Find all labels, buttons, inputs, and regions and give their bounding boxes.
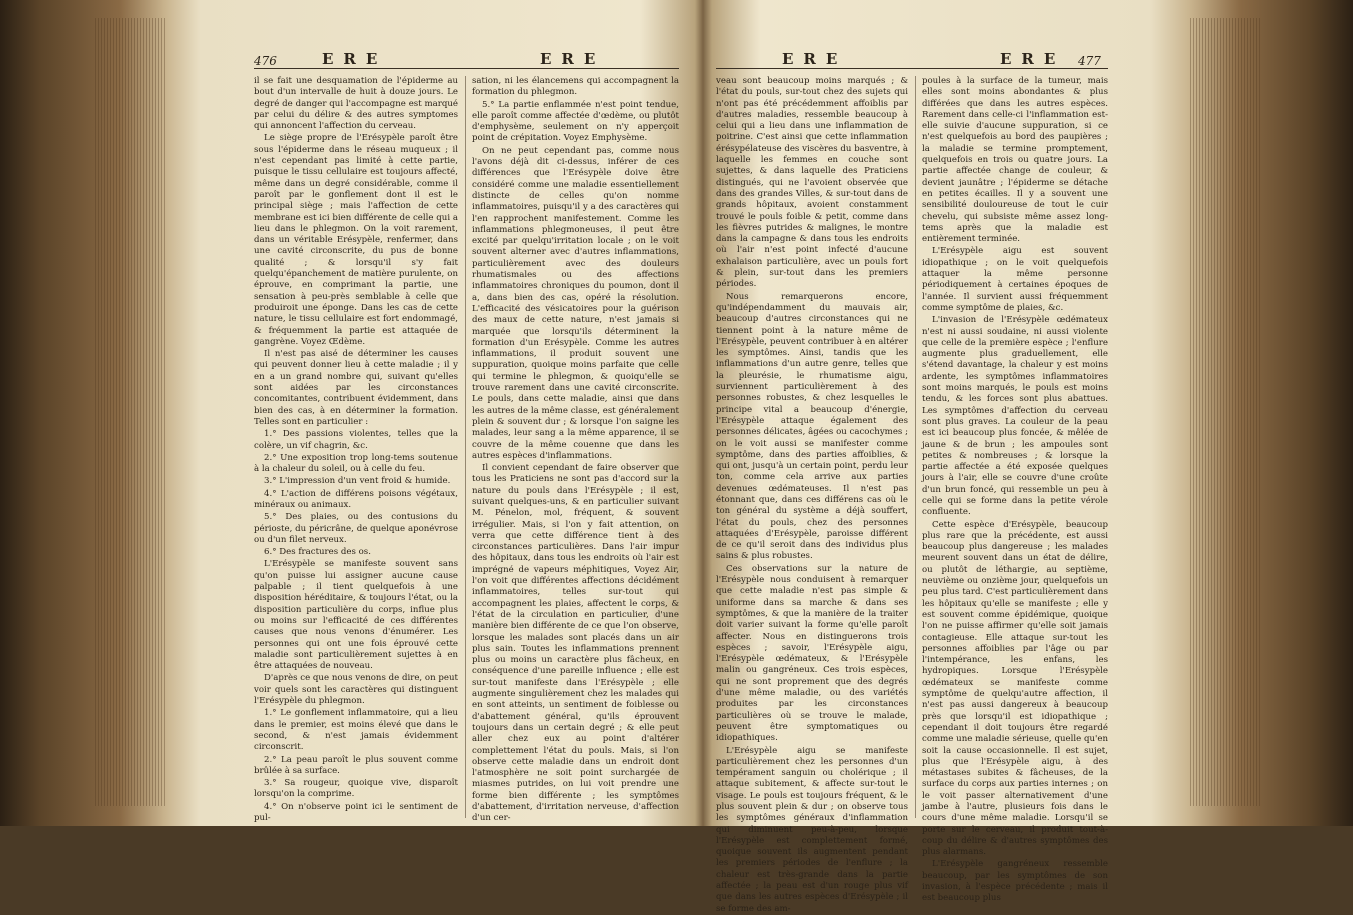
left-page-number: 476 [254, 54, 277, 68]
paragraph: L'Erésypèle se manifeste souvent sans qu'on puisse lui assigner aucune cause palpable ; il tient quelquefois à une disposition héréditaire, & toujours l'état, ou la disposition particulière du corps, influe plus ou moins sur l'efficacité de ces différentes causes que nous venons d'énumérer. Les personnes qui ont une fois éprouvé cette maladie sont particulièrement sujettes à en être attaquées de nouveau. [254, 559, 458, 672]
paragraph: Il convient cependant de faire observer que tous les Praticiens ne sont pas d'accord sur la nature du pouls dans l'Erésypèle ; il est, suivant quelques-uns, & en particulier suivant M. Pénelon, mol, fréquent, & souvent irrégulier. Mais, si l'on y fait attention, on verra que cette différence tient à des circonstances particulières. Dans l'air impur des hôpitaux, dans tous les endroits où l'air est imprégné de vapeurs méphitiques, Voyez Air, l'on voit que différentes affections décidément inflammatoires, telles sur-tout qui accompagnent les plaies, affectent le corps, & l'état de la circulation en particulier, d'une manière bien différente de ce que l'on observe, lorsque les malades sont placés dans un air plus sain. Toutes les inflammations prennent plus ou moins un caractère plus fâcheux, en conséquence d'une pareille influence ; elle est sur-tout manifeste dans l'Erésypèle ; elle augmente singulièrement chez les malades qui en sont atteints, un sentiment de foiblesse ou d'abattement général, qu'ils éprouvent toujours dans un certain degré ; & elle peut aller chez eux au point d'altérer complettement l'état du pouls. Mais, si l'on observe cette maladie dans un endroit dont l'atmosphère ne soit point surchargée de miasmes putrides, on lui voit prendre une forme bien différente ; les symptômes d'abattement, d'irritation nerveuse, d'affection d'un cer- [472, 463, 679, 824]
paragraph: On ne peut cependant pas, comme nous l'avons déjà dit ci-dessus, inférer de ces différences que l'Erésypèle doive être considéré comme une maladie essentiellement distincte de celles qu'on nomme inflammatoires, puisqu'il y a des caractères qui l'en rapprochent manifestement. Comme les inflammations phlegmoneuses, il peut être excité par quelqu'irritation locale ; on le voit souvent alterner avec d'autres inflammations, particulièrement avec des douleurs rhumatismales ou des affections inflammatoires chroniques du poumon, dont il a, dans bien des cas, opéré la résolution. L'efficacité des vésicatoires pour la guérison des maux de cette nature, n'est jamais si marquée que lorsqu'ils déterminent la formation d'un Erésypèle. Comme les autres inflammations, il produit souvent une suppuration, quoique moins parfaite que celle qui termine le phlegmon, & quoiqu'elle se trouve rarement dans une cavité circonscrite. Le pouls, dans cette maladie, ainsi que dans les autres de la même classe, est généralement plein & souvent dur ; & lorsque l'on saigne les malades, leur sang a la même apparence, il se couvre de la même couenne que dans les autres espèces d'inflammations. [472, 145, 679, 461]
paragraph: 4.° L'action de différens poisons végétaux, minéraux ou animaux. [254, 488, 458, 510]
right-running-head-2: ERE [1000, 50, 1066, 68]
paragraph: 1.° Le gonflement inflammatoire, qui a lieu dans le premier, est moins élevé que dans le second, & n'est jamais évidemment circonscrit. [254, 708, 458, 753]
left-column-divider [465, 76, 466, 818]
paragraph: poules à la surface de la tumeur, mais elles sont moins abondantes & plus différées que dans les autres espèces. Rarement dans celle-ci l'inflammation est-elle suivie d'aucune suppuration, si ce n'est quelquefois au bord des paupières ; la maladie se termine promptement, quelquefois en trois ou quatre jours. La partie affectée change de couleur, & devient jaunâtre ; l'épiderme se détache en petites écailles. Il y a souvent une sensibilité douloureuse de tout le cuir chevelu, qui subsiste même assez long-tems après que la maladie est entièrement terminée. [922, 76, 1108, 245]
paragraph: 5.° Des plaies, ou des contusions du périoste, du péricrâne, de quelque aponévrose ou d'un filet nerveux. [254, 512, 458, 545]
paragraph: L'invasion de l'Erésypèle œdémateux n'est ni aussi soudaine, ni aussi violente que celle de la première espèce ; l'enflure augmente plus graduellement, elle s'étend davantage, la chaleur y est moins ardente, les symptômes inflammatoires sont moins marqués, le pouls est moins tendu, & les forces sont plus abattues. Les symptômes d'affection du cerveau sont plus graves. La couleur de la peau est ici beaucoup plus foncée, & mêlée de jaune & de brun ; les ampoules sont petites & nombreuses ; & lorsque la partie affectée a été exposée quelques jours à l'air, elle se couvre d'une croûte d'un brun foncé, qui ressemble un peu à celle qui se forme dans la petite vérole confluente. [922, 315, 1108, 518]
paragraph: 3.° Sa rougeur, quoique vive, disparoît lorsqu'on la comprime. [254, 778, 458, 800]
right-column-divider [915, 76, 916, 818]
right-running-head-1: ERE [782, 50, 848, 68]
paragraph: veau sont beaucoup moins marqués ; & l'état du pouls, sur-tout chez des sujets qui n'ont pas été précédemment affoiblis par d'autres maladies, ressemble beaucoup à celui qui a lieu dans une inflammation de poitrine. C'est ainsi que cette inflammation érésypélateuse des viscères du basventre, à laquelle les femmes en couche sont sujettes, & dans laquelle des Praticiens distingués, qui ne l'avoient observée que dans des grandes Villes, & sur-tout dans de grands hôpitaux, avoient constamment trouvé le pouls foible & petit, comme dans les fièvres putrides & malignes, le montre dans la campagne & dans tous les endroits où l'air n'est point infecté d'aucune exhalaison particulière, avec un pouls fort & plein, sur-tout dans les premiers périodes. [716, 76, 908, 290]
paragraph: 4.° On n'observe point ici le sentiment de pul- [254, 801, 458, 823]
paragraph: il se fait une desquamation de l'épiderme au bout d'un intervalle de huit à douze jours. Le degré de danger qui l'accompagne est marqué par celui du délire & des autres symptomes qui annoncent l'affection du cerveau. [254, 76, 458, 132]
paragraph: 2.° La peau paroît le plus souvent comme brûlée à sa surface. [254, 754, 458, 776]
paragraph: D'après ce que nous venons de dire, on peut voir quels sont les caractères qui distinguent l'Erésypèle du phlegmon. [254, 673, 458, 707]
right-head-rule [716, 68, 1108, 69]
right-page-number: 477 [1078, 54, 1101, 68]
paragraph: L'Erésypèle gangréneux ressemble beaucoup, par les symptômes de son invasion, à l'espèce précédente ; mais il est beaucoup plus [922, 859, 1108, 904]
left-column-2 [472, 76, 679, 824]
right-column-1 [716, 76, 908, 914]
right-column-2 [922, 76, 1108, 904]
paragraph: Ces observations sur la nature de l'Erésypèle nous conduisent à remarquer que cette maladie n'est pas simple & uniforme dans sa marche & dans ses symptômes, & que la manière de la traiter doit varier suivant la forme qu'elle paroît affecter. Nous en distinguerons trois espèces ; savoir, l'Erésypèle aigu, l'Erésypèle œdémateux, & l'Erésypèle malin ou gangréneux. Ces trois espèces, qui ne sont proprement que des degrés d'une même maladie, ou des variétés produites par les circonstances particulières où se trouve le malade, peuvent être symptomatiques ou idiopathiques. [716, 563, 908, 744]
paragraph: Cette espèce d'Erésypèle, beaucoup plus rare que la précédente, est aussi beaucoup plus dangereuse ; les malades meurent souvent dans un état de délire, ou plutôt de léthargie, au septième, neuvième ou onzième jour, quelquefois un peu plus tard. C'est particulièrement dans les hôpitaux qu'elle se manifeste ; elle y est souvent comme épidémique, quoique l'on ne puisse affirmer qu'elle soit jamais contagieuse. Elle attaque sur-tout les personnes affoiblies par l'âge ou par l'intempérance, les enfans, les hydropiques. Lorsque l'Erésypèle œdémateux se manifeste comme symptôme de quelqu'autre affection, il n'est pas aussi dangereux à beaucoup près que lorsqu'il est idiopathique ; cependant il doit toujours être regardé comme une maladie sérieuse, quelle qu'en soit la cause occasionnelle. Il est sujet, plus que l'Erésypèle aigu, à des métastases subites & fâcheuses, de la surface du corps aux parties internes ; on le voit passer alternativement d'une jambe à l'autre, plusieurs fois dans le cours d'une même maladie. Lorsqu'il se porte sur le cerveau, il produit tout-à-coup du délire & d'autres symptômes des plus alarmans. [922, 519, 1108, 858]
paragraph: 5.° La partie enflammée n'est point tendue, elle paroît comme affectée d'œdème, ou plutôt d'emphysème, seulement on n'y apperçoit point de crépitation. Voyez Emphysème. [472, 99, 679, 144]
left-head-rule [254, 68, 679, 69]
paragraph: Le siège propre de l'Erésypèle paroît être sous l'épiderme dans le réseau muqueux ; il n'est cependant pas limité à cette partie, puisque le tissu cellulaire est toujours affecté, même dans un degré considérable, comme il paroît par le gonflement dont il est le principal siège ; mais l'affection de cette membrane est ici bien différente de celle qui a lieu dans le phlegmon. On la voit rarement, dans un véritable Erésypèle, renfermer, dans une cavité circonscrite, du pus de bonne qualité ; & lorsqu'il s'y fait quelqu'épanchement de matière purulente, on éprouve, en comprimant la partie, une sensation à peu-près semblable à celle que produiroit une éponge. Dans les cas de cette nature, le tissu cellulaire est fort endommagé, & fréquemment la partie est attaquée de gangrène. Voyez Œdème. [254, 133, 458, 347]
paragraph: 2.° Une exposition trop long-tems soutenue à la chaleur du soleil, ou à celle du feu. [254, 452, 458, 475]
paragraph: sation, ni les élancemens qui accompagnent la formation du phlegmon. [472, 76, 679, 98]
left-running-head-2: ERE [540, 50, 606, 68]
left-running-head-1: ERE [322, 50, 388, 68]
paragraph: Il n'est pas aisé de déterminer les causes qui peuvent donner lieu à cette maladie ; il y en a un grand nombre qui, suivant qu'elles sont aidées par les circonstances concomitantes, contribuent évidemment, dans bien des cas, à en déterminer la formation. Telles sont en particulier : [254, 349, 458, 427]
right-page-edges [1190, 18, 1260, 806]
paragraph: 1.° Des passions violentes, telles que la colère, un vif chagrin, &c. [254, 429, 458, 451]
left-column-1 [254, 76, 458, 823]
paragraph: 3.° L'impression d'un vent froid & humide. [264, 476, 451, 487]
paragraph: L'Erésypèle aigu est souvent idiopathique ; on le voit quelquefois attaquer la même personne périodiquement à certaines époques de l'année. Il survient aussi fréquemment comme symptôme de plaies, &c. [922, 246, 1108, 313]
left-page-edges [95, 18, 165, 806]
paragraph: L'Erésypèle aigu se manifeste particulièrement chez les personnes d'un tempérament sanguin ou cholérique ; il attaque subitement, & affecte sur-tout le visage. Le pouls est toujours fréquent, & le plus souvent plein & dur ; on observe tous les symptômes généraux d'inflammation qui diminuent peu-à-peu, lorsque l'Erésypèle est complettement formé, quoique souvent ils augmentent pendant les premiers périodes de l'enflure ; la chaleur est très-grande dans la partie affectée ; la peau est d'un rouge plus vif que dans les autres espèces d'Erésypèle ; il se forme des am- [716, 745, 908, 914]
paragraph: Nous remarquerons encore, qu'indépendamment du mauvais air, beaucoup d'autres circonstances qui ne tiennent point à la nature même de l'Erésypèle, peuvent contribuer à en altérer les symptômes. Ainsi, tandis que les inflammations d'un autre genre, telles que la pleurésie, le rhumatisme aigu, surviennent particulièrement à des personnes robustes, & chez lesquelles le principe vital a beaucoup d'énergie, l'Erésypèle attaque également des personnes délicates, âgées ou cacochymes ; on le voit aussi se manifester comme symptôme, dans des parties affoiblies, & qui ont, jusqu'à un certain point, perdu leur ton, comme cela arrive aux parties devenues œdémateuses. Il n'est pas étonnant que, dans ces différens cas où le ton général du système a déjà souffert, l'état du pouls, chez des personnes attaquées d'Erésypèle, paroisse différent de ce qu'il seroit dans des individus plus sains & plus robustes. [716, 291, 908, 562]
paragraph: 6.° Des fractures des os. [264, 547, 371, 558]
